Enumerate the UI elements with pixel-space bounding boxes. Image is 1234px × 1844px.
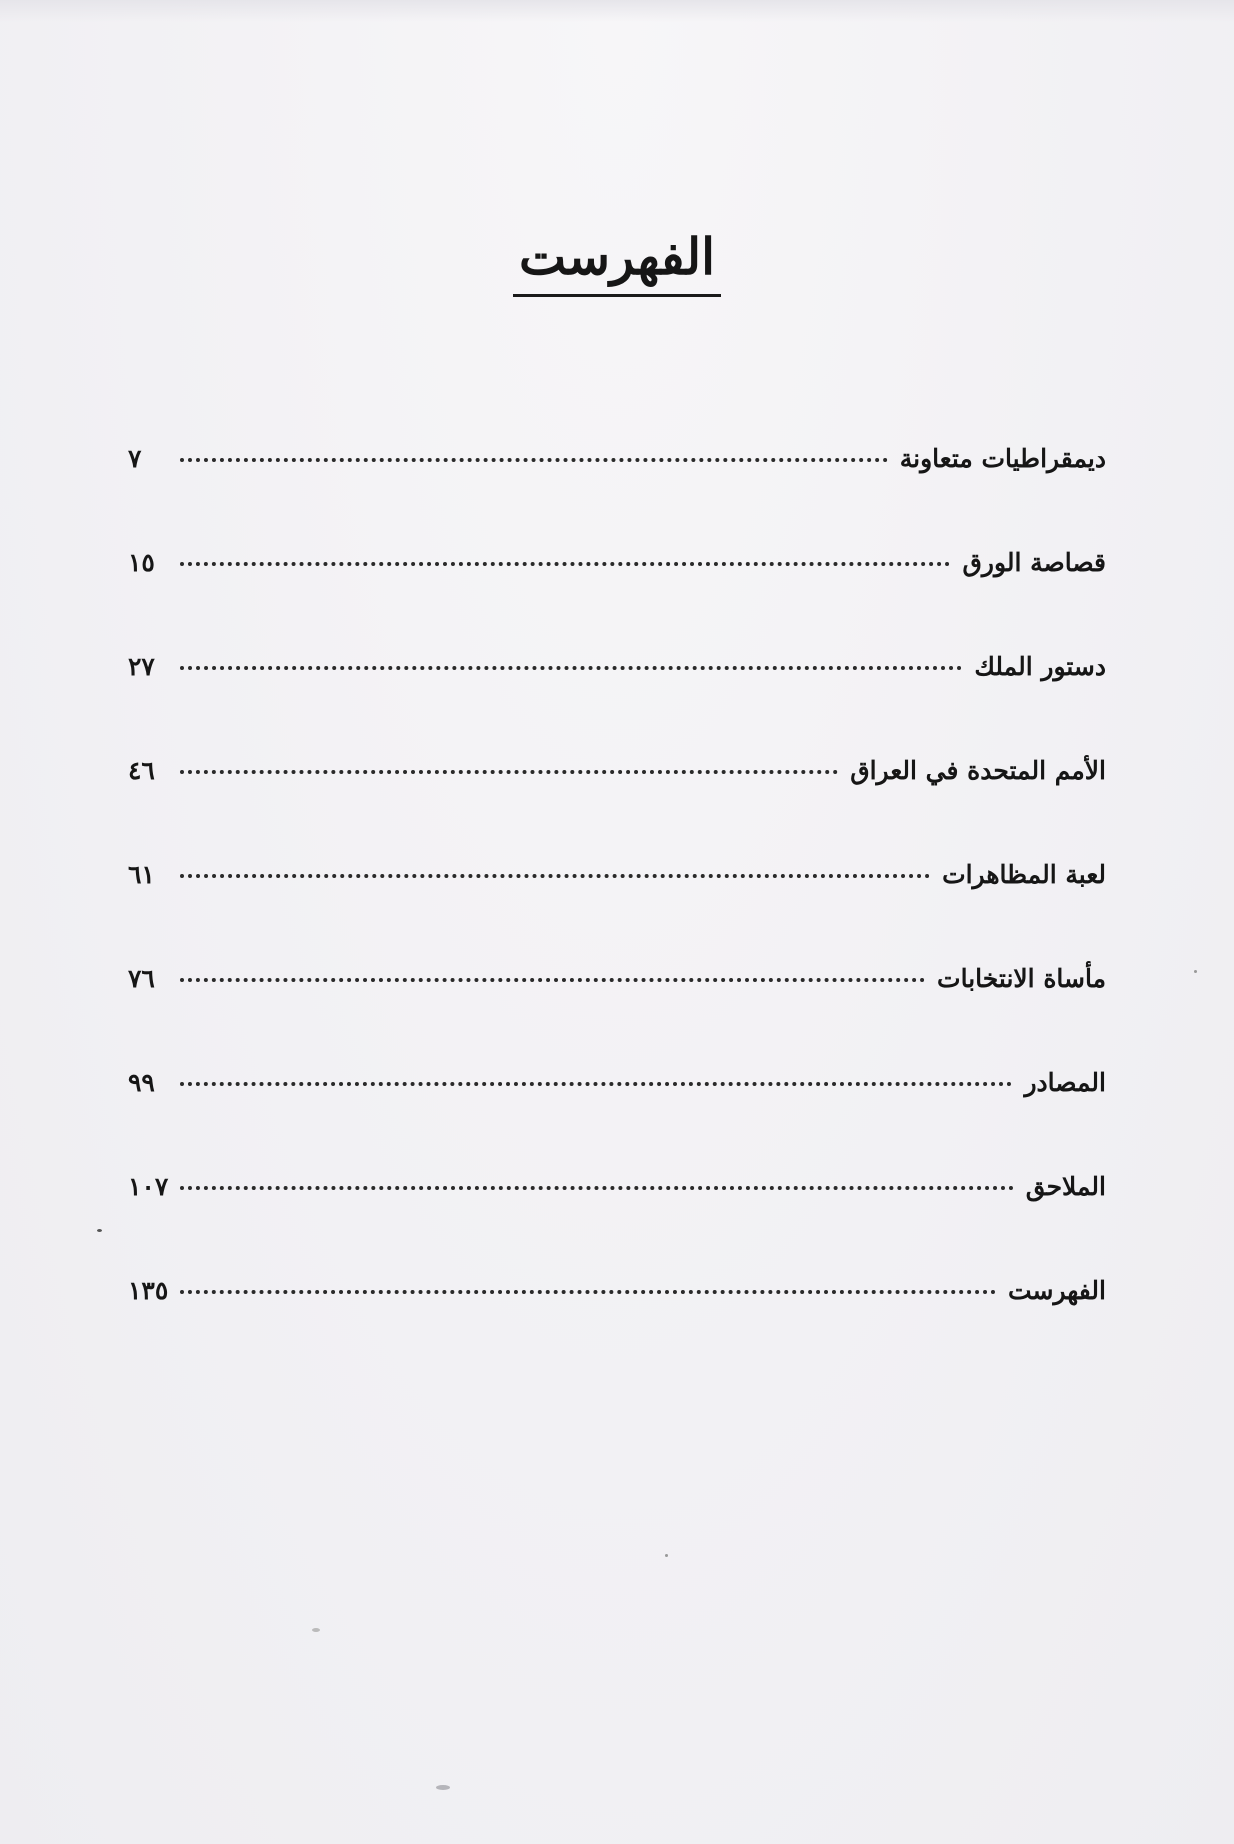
toc-entry-title: قصاصة الورق <box>962 548 1106 577</box>
ink-speck <box>312 1628 320 1632</box>
page-title <box>0 227 1234 297</box>
toc-entry-title: الأمم المتحدة في العراق <box>850 756 1106 785</box>
toc-dot-leader <box>180 978 925 982</box>
toc-entry <box>128 652 1106 696</box>
page-top-shadow <box>0 0 1234 22</box>
toc-dot-leader <box>180 770 838 774</box>
toc-entry-title: الملاحق <box>1025 1172 1106 1201</box>
toc-dot-leader <box>180 458 888 462</box>
toc-entry-title: الفهرست <box>1007 1276 1106 1305</box>
toc-entry-page: ٤٦ <box>128 756 155 785</box>
toc-entry <box>128 1068 1106 1112</box>
toc-dot-leader <box>180 874 930 878</box>
toc-entry <box>128 548 1106 592</box>
toc-dot-leader <box>180 562 950 566</box>
toc-entry-title: المصادر <box>1024 1068 1106 1097</box>
toc-entry-page: ١٣٥ <box>128 1276 169 1305</box>
toc-entry-title: ديمقراطيات متعاونة <box>899 444 1106 473</box>
ink-speck <box>97 1229 102 1232</box>
toc-entry <box>128 444 1106 488</box>
toc-entry-page: ٩٩ <box>128 1068 155 1097</box>
toc-entry-page: ٧ <box>128 444 142 473</box>
page-title-text: الفهرست <box>513 232 721 297</box>
toc-entry <box>128 860 1106 904</box>
toc-entry-title: مأساة الانتخابات <box>937 964 1106 993</box>
toc-entry <box>128 756 1106 800</box>
toc-entry-title: لعبة المظاهرات <box>942 860 1106 889</box>
toc-entry <box>128 964 1106 1008</box>
toc-entry-page: ١٠٧ <box>128 1172 169 1201</box>
toc-entry <box>128 1276 1106 1320</box>
ink-speck <box>665 1554 668 1557</box>
toc-dot-leader <box>180 1290 996 1294</box>
ink-speck <box>436 1785 450 1790</box>
toc-dot-leader <box>180 1186 1013 1190</box>
toc-entry-page: ٦١ <box>128 860 155 889</box>
toc-entry-title: دستور الملك <box>974 652 1106 681</box>
toc-entry-page: ٢٧ <box>128 652 155 681</box>
ink-speck <box>1194 970 1197 973</box>
toc-dot-leader <box>180 666 962 670</box>
toc-entry-page: ١٥ <box>128 548 155 577</box>
toc-dot-leader <box>180 1082 1012 1086</box>
toc-entry-page: ٧٦ <box>128 964 155 993</box>
toc-entry <box>128 1172 1106 1216</box>
